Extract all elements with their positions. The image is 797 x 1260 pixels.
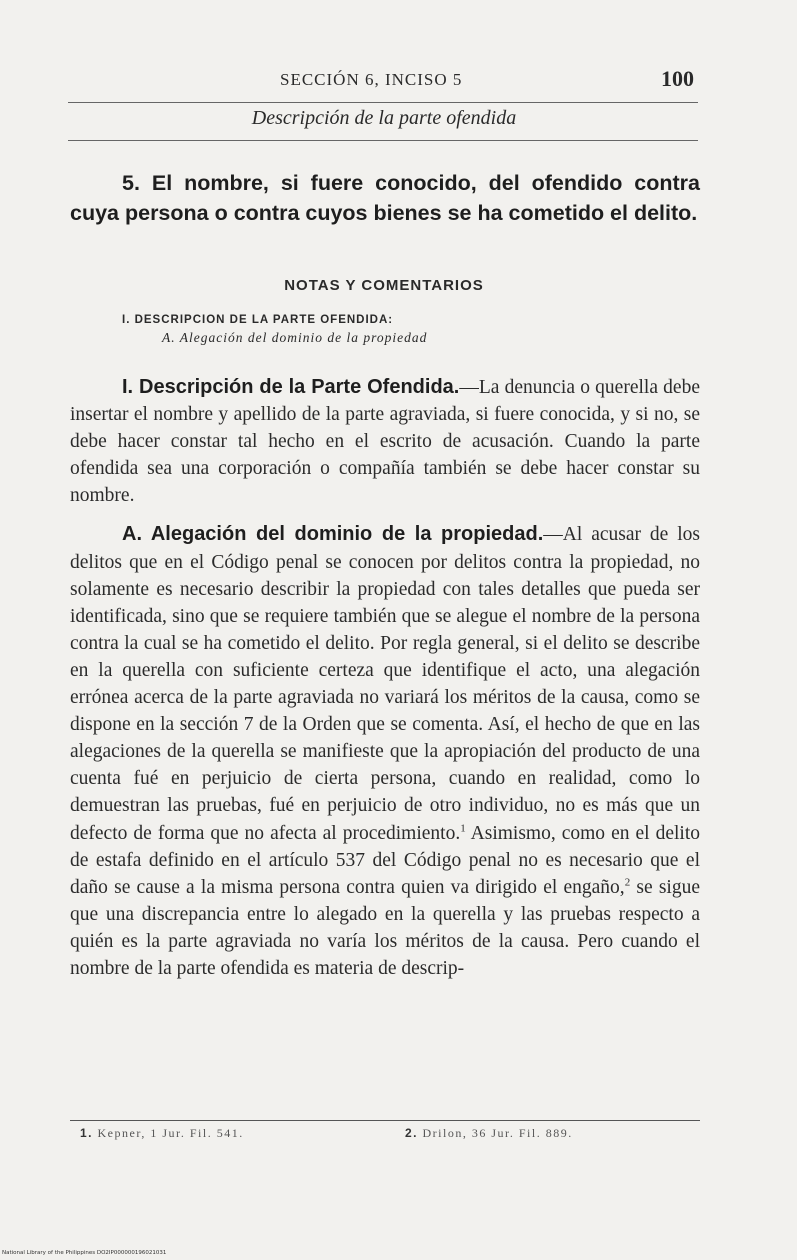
notes-title: NOTAS Y COMENTARIOS	[284, 277, 484, 294]
header-rule-bottom	[68, 140, 698, 141]
footnote-rule	[70, 1120, 700, 1121]
header-rule-top	[68, 102, 698, 103]
commentary-body	[70, 374, 700, 994]
page-number: 100	[661, 66, 694, 91]
library-watermark: National Library of the Philippines DO2IP000000196021031	[2, 1250, 167, 1256]
footnote-1: 1. Kepner, 1 Jur. Fil. 541.	[80, 1126, 244, 1140]
paragraph-lead: A. Alegación del dominio de la propiedad.	[122, 523, 544, 546]
paragraph-text: se sigue que una discrepancia entre lo alegado en la querella y las pruebas respecto a quién es la parte agraviada no varía los méritos de la causa. Pero cuando el nombre de la parte ofendida es materia de descrip-	[70, 876, 700, 979]
footnote-2: 2. Drilon, 36 Jur. Fil. 889.	[405, 1126, 573, 1140]
article-text: 5. El nombre, si fuere conocido, del ofendido contra cuya persona o contra cuyos bienes se ha cometido el delito.	[70, 171, 700, 225]
paragraph-allegation	[70, 521, 700, 982]
running-header	[70, 66, 698, 100]
paragraph-text: —Al acusar de los delitos que en el Código penal se conocen por delitos contra la propiedad, no solamente es necesario describir la propiedad con tales detalles que pueda ser identificada, sino que se requiere también que se alegue el nombre de la persona contra la cual se ha cometido el delito. Por regla general, si el delito se describe en la querella con suficiente certeza que identifique el acto, una alegación errónea acerca de la parte agraviada no variará los méritos de la causa, como se dispone en la sección 7 de la Orden que se comenta. Así, el hecho de que en las alegaciones de la querella se manifieste que la apropiación del producto de una cuenta fué en perjuicio de cierta persona, cuando en realidad, como lo demuestran las pruebas, fué en perjuicio de otro individuo, no es más que un defecto de forma que no afecta al procedimiento.	[70, 524, 700, 844]
footnotes	[80, 1126, 700, 1146]
footnote-ref-1[interactable]: 1	[460, 822, 466, 834]
paragraph-lead: I. Descripción de la Parte Ofendida.	[122, 376, 460, 398]
footnote-ref-2[interactable]: 2	[624, 876, 631, 889]
paragraph-description	[70, 374, 700, 509]
notes-toc-sub: A. Alegación del dominio de la propiedad	[162, 330, 428, 345]
page-subtitle: Descripción de la parte ofendida	[251, 107, 517, 129]
section-heading: SECCIÓN 6, INCISO 5	[280, 70, 463, 89]
notes-toc-main: I. DESCRIPCION DE LA PARTE OFENDIDA:	[122, 314, 394, 326]
paragraph-text: —La denuncia o querella debe insertar el nombre y apellido de la parte agraviada, si fuere conocida, y si no, se debe hacer constar tal hecho en el escrito de acusación. Cuando la parte ofendida sea una corporación o compañía también se debe hacer constar su nombre.	[70, 377, 700, 507]
paragraph-text: Asimismo, como en el delito de estafa definido en el artículo 537 del Código penal no es necesario que el daño se cause a la misma persona contra quien va dirigido el engaño,	[70, 822, 700, 898]
